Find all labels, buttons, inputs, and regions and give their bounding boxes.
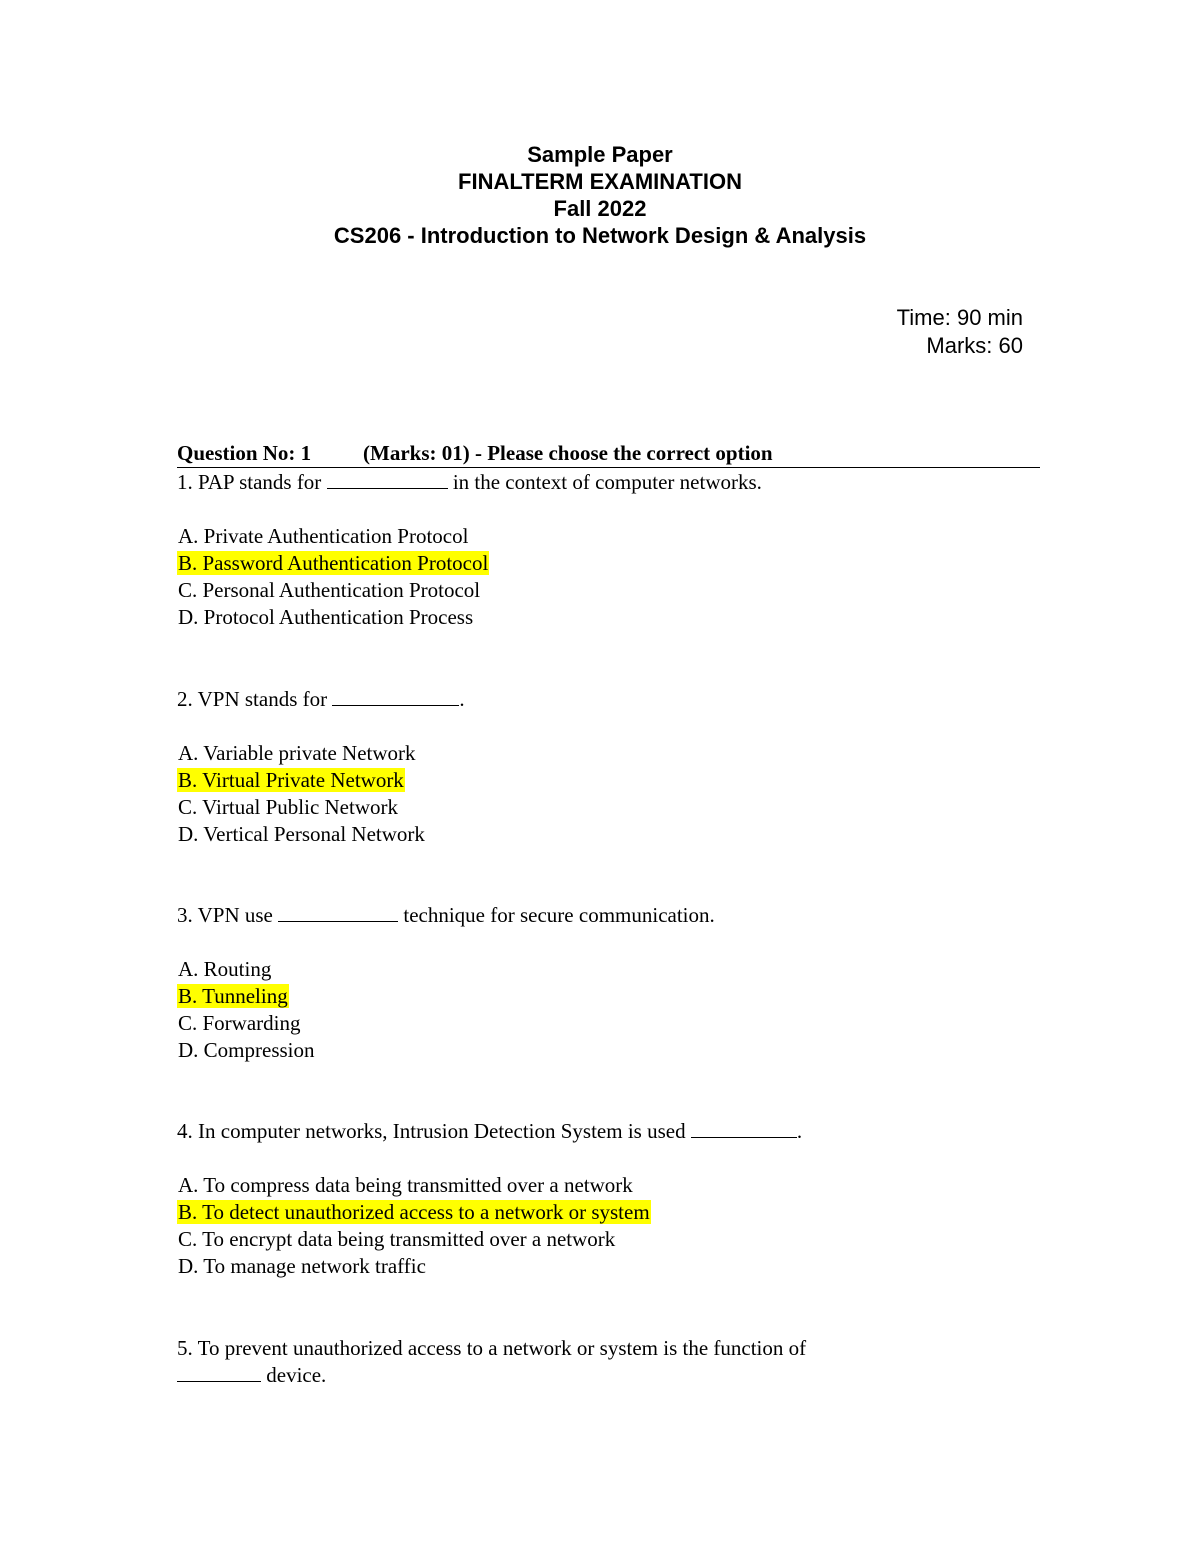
option-c: C. Virtual Public Network [178, 795, 398, 819]
question-3 [177, 902, 715, 1064]
question-5 [177, 1335, 806, 1389]
question-section-header [177, 439, 1040, 468]
option-b-highlighted: B. Tunneling [178, 984, 288, 1008]
option-a: A. Private Authentication Protocol [178, 524, 469, 548]
exam-time: Time: 90 min [896, 305, 1023, 330]
option-d: D. Protocol Authentication Process [178, 605, 474, 629]
question-number: Question No: 1 [177, 441, 312, 465]
question-5-stem-line-1: 5. To prevent unauthorized access to a network or system is the function of [177, 1336, 807, 1360]
answer-blank [327, 470, 448, 489]
course-title: CS206 - Introduction to Network Design & Analysis [333, 223, 867, 248]
option-b-highlighted: B. Password Authentication Protocol [178, 551, 489, 575]
exam-marks: Marks: 60 [926, 333, 1023, 358]
answer-blank [177, 1363, 261, 1382]
option-d: D. Vertical Personal Network [178, 822, 425, 846]
question-5-stem-line-2: device. [177, 1362, 806, 1389]
option-d: D. Compression [178, 1038, 315, 1062]
paper-type: Sample Paper [527, 142, 673, 167]
answer-blank [278, 903, 398, 922]
option-c: C. Forwarding [178, 1011, 301, 1035]
option-d: D. To manage network traffic [178, 1254, 426, 1278]
option-c: C. To encrypt data being transmitted over a network [178, 1227, 616, 1251]
question-2-options [177, 740, 465, 848]
question-1-stem: 1. PAP stands for in the context of computer networks. [177, 470, 762, 494]
question-4-options [177, 1172, 802, 1280]
question-2 [177, 686, 465, 848]
exam-term: Fall 2022 [553, 196, 647, 221]
option-b-highlighted: B. To detect unauthorized access to a network or system [178, 1200, 650, 1224]
question-2-stem: 2. VPN stands for . [177, 687, 465, 711]
answer-blank [691, 1119, 797, 1138]
exam-meta [897, 304, 1023, 360]
question-3-options [177, 956, 715, 1064]
option-a: A. To compress data being transmitted over a network [178, 1173, 633, 1197]
question-1 [177, 469, 762, 631]
exam-header [0, 141, 1200, 249]
option-a: A. Variable private Network [178, 741, 416, 765]
answer-blank [332, 687, 459, 706]
question-4-stem: 4. In computer networks, Intrusion Detection System is used . [177, 1119, 803, 1143]
exam-title: FINALTERM EXAMINATION [458, 169, 742, 194]
question-instruction: (Marks: 01) - Please choose the correct option [363, 441, 773, 465]
question-1-options [177, 523, 762, 631]
option-a: A. Routing [178, 957, 272, 981]
option-b-highlighted: B. Virtual Private Network [178, 768, 404, 792]
option-c: C. Personal Authentication Protocol [178, 578, 481, 602]
question-3-stem: 3. VPN use technique for secure communication. [177, 903, 715, 927]
question-4 [177, 1118, 802, 1280]
